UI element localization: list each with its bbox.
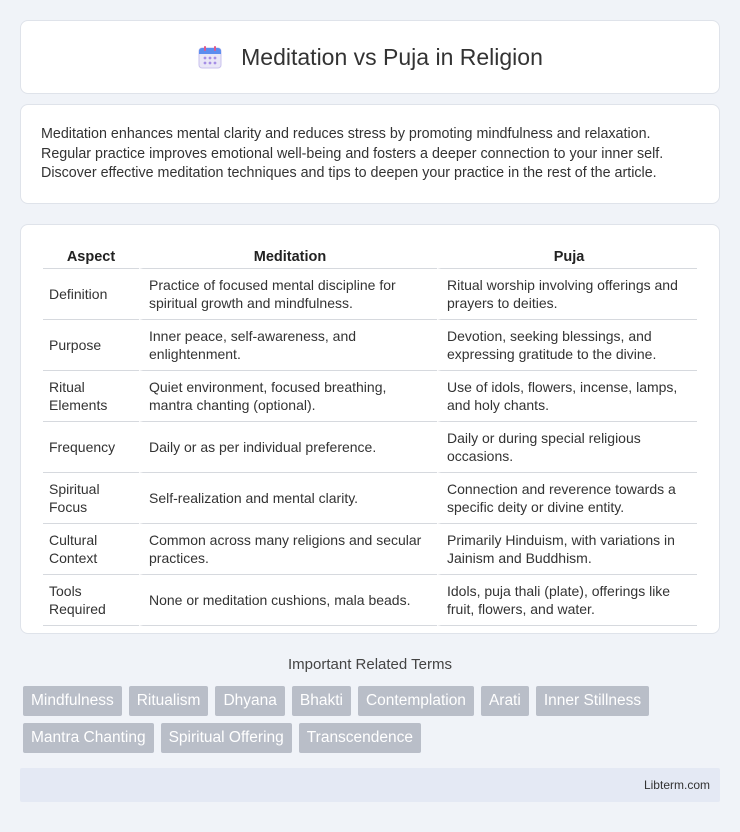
- table-row: [43, 320, 697, 371]
- row-meditation: Practice of focused mental discipline for spiritual growth and mindfulness.: [139, 269, 437, 320]
- term-tag[interactable]: Dhyana: [215, 686, 284, 716]
- row-puja: Devotion, seeking blessings, and expressing gratitude to the divine.: [437, 320, 697, 371]
- row-aspect: Cultural Context: [43, 524, 139, 575]
- related-terms-title: Important Related Terms: [288, 656, 452, 673]
- row-puja: Primarily Hinduism, with variations in Jainism and Buddhism.: [437, 524, 697, 575]
- row-puja: Use of idols, flowers, incense, lamps, and holy chants.: [437, 371, 697, 422]
- row-aspect: Purpose: [43, 320, 139, 371]
- table-row: [43, 422, 697, 473]
- row-aspect: Spiritual Focus: [43, 473, 139, 524]
- row-puja: Connection and reverence towards a specific deity or divine entity.: [437, 473, 697, 524]
- term-tag[interactable]: Mindfulness: [23, 686, 122, 716]
- row-meditation: Common across many religions and secular practices.: [139, 524, 437, 575]
- header-meditation: Meditation: [139, 243, 437, 269]
- comparison-card: [20, 224, 720, 634]
- header-aspect: Aspect: [43, 243, 139, 269]
- row-aspect: Ritual Elements: [43, 371, 139, 422]
- related-terms-list: [23, 686, 723, 760]
- page-title: Meditation vs Puja in Religion: [241, 43, 543, 70]
- term-tag[interactable]: Contemplation: [358, 686, 474, 716]
- row-meditation: Quiet environment, focused breathing, mantra chanting (optional).: [139, 371, 437, 422]
- row-aspect: Tools Required: [43, 575, 139, 626]
- table-row: [43, 371, 697, 422]
- table-header-row: [43, 243, 697, 269]
- row-puja: Ritual worship involving offerings and prayers to deities.: [437, 269, 697, 320]
- row-meditation: Inner peace, self-awareness, and enlightenment.: [139, 320, 437, 371]
- table-row: [43, 269, 697, 320]
- row-meditation: Self-realization and mental clarity.: [139, 473, 437, 524]
- comparison-table: [43, 243, 697, 626]
- intro-text: Meditation enhances mental clarity and reduces stress by promoting mindfulness and relaxation. Regular practice improves emotional well-being and fosters a deeper connection to your inner self. Discover effective meditation techniques and tips to deepen your practice in the rest of the article.: [41, 126, 664, 181]
- row-puja: Idols, puja thali (plate), offerings like fruit, flowers, and water.: [437, 575, 697, 626]
- row-aspect: Frequency: [43, 422, 139, 473]
- header-puja: Puja: [437, 243, 697, 269]
- term-tag[interactable]: Ritualism: [129, 686, 209, 716]
- footer-site-link[interactable]: Libterm.com: [643, 778, 710, 792]
- row-puja: Daily or during special religious occasions.: [437, 422, 697, 473]
- title-card: [20, 20, 720, 94]
- table-row: [43, 524, 697, 575]
- term-tag[interactable]: Inner Stillness: [536, 686, 649, 716]
- intro-card: [20, 104, 720, 204]
- table-row: [43, 473, 697, 524]
- term-tag[interactable]: Mantra Chanting: [23, 723, 154, 753]
- term-tag[interactable]: Spiritual Offering: [161, 723, 292, 753]
- table-row: [43, 575, 697, 626]
- row-meditation: None or meditation cushions, mala beads.: [139, 575, 437, 626]
- term-tag[interactable]: Arati: [481, 686, 529, 716]
- row-aspect: Definition: [43, 269, 139, 320]
- term-tag[interactable]: Transcendence: [299, 723, 421, 753]
- term-tag[interactable]: Bhakti: [292, 686, 351, 716]
- footer: [20, 768, 720, 802]
- row-meditation: Daily or as per individual preference.: [139, 422, 437, 473]
- calendar-icon: [197, 44, 223, 70]
